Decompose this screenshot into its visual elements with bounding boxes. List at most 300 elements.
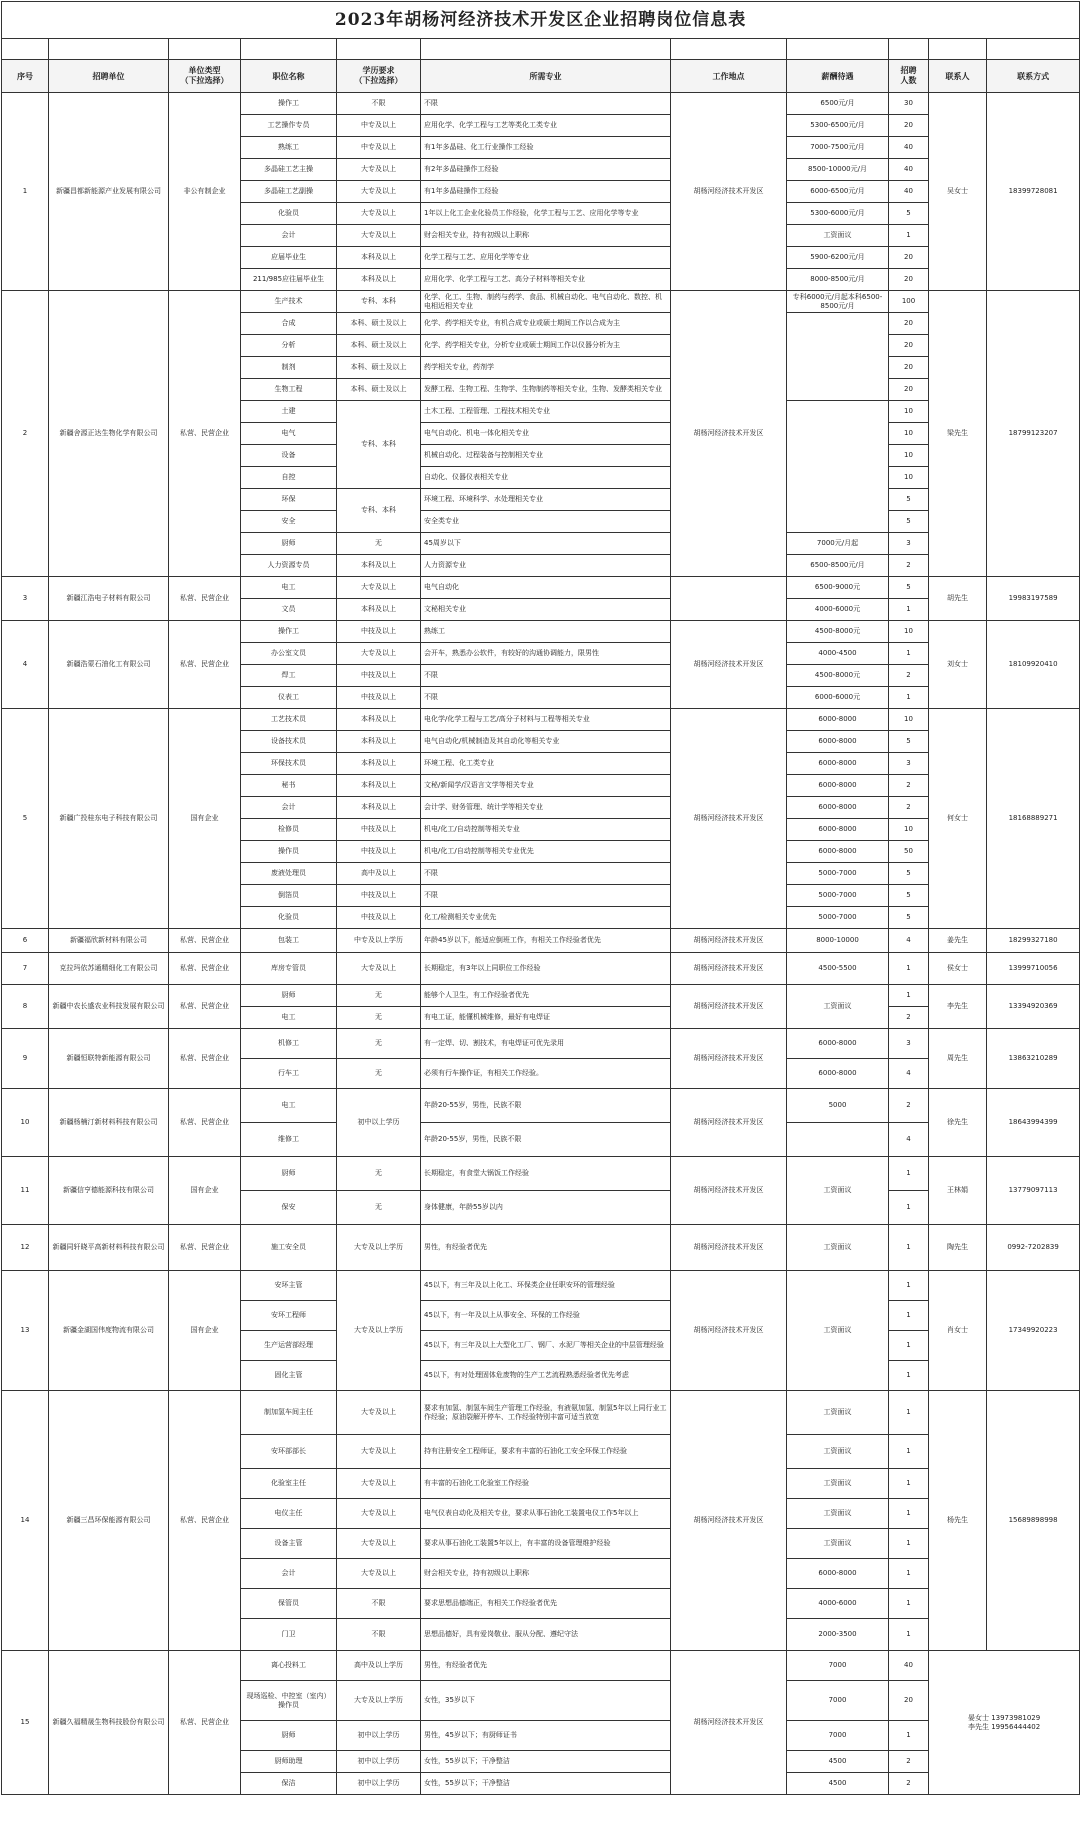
company-seq: 12 [2,1225,49,1271]
required-major: 环境工程、化工类专业 [421,753,671,775]
hire-count: 2 [889,555,929,577]
work-location [671,577,787,621]
table-row [2,1225,1080,1271]
hire-count: 1 [889,1301,929,1331]
contact-person: 侯女士 [929,953,987,985]
education-requirement: 大专及以上 [337,225,421,247]
education-requirement: 大专及以上 [337,1469,421,1499]
hire-count: 3 [889,533,929,555]
required-major: 机电/化工/自动控制等相关专业优先 [421,841,671,863]
work-location: 胡杨河经济技术开发区 [671,953,787,985]
position-name: 厨师 [241,1157,337,1191]
contact-person: 梁先生 [929,291,987,577]
required-major: 不限 [421,885,671,907]
education-requirement: 中技及以上 [337,907,421,929]
company-name: 新疆三昌环保能源有限公司 [49,1391,169,1651]
recruitment-sheet [1,1,1079,1843]
company-type: 私营、民营企业 [169,929,241,953]
hire-count: 1 [889,1499,929,1529]
position-name: 固化主管 [241,1361,337,1391]
education-requirement: 中技及以上 [337,687,421,709]
table-row [2,93,1080,115]
position-name: 维修工 [241,1123,337,1157]
company-name: 新疆昌都新能源产业发展有限公司 [49,93,169,291]
education-requirement: 中专及以上学历 [337,929,421,953]
education-requirement: 初中以上学历 [337,1721,421,1751]
table-row [2,953,1080,985]
required-major: 机械自动化、过程装备与控制相关专业 [421,445,671,467]
position-name: 操作工 [241,621,337,643]
header-row [2,60,1080,93]
salary: 专科6000元/月起本科6500-8500元/月 [787,291,889,313]
hire-count: 4 [889,1123,929,1157]
table-row [2,985,1080,1007]
hire-count: 1 [889,953,929,985]
salary: 工资面议 [787,1469,889,1499]
hire-count: 40 [889,159,929,181]
education-requirement: 本科、硕士及以上 [337,357,421,379]
education-requirement: 本科及以上 [337,731,421,753]
work-location: 胡杨河经济技术开发区 [671,1029,787,1089]
required-major: 思想品德好，具有爱岗敬业、服从分配、遵纪守法 [421,1619,671,1651]
hire-count: 20 [889,335,929,357]
company-seq: 8 [2,985,49,1029]
salary: 5900-6200元/月 [787,247,889,269]
education-requirement: 初中以上学历 [337,1751,421,1773]
contact-person: 胡先生 [929,577,987,621]
education-requirement: 大专及以上 [337,203,421,225]
required-major: 化学、药学相关专业，有机合成专业或硕士期间工作以合成为主 [421,313,671,335]
position-name: 化验室主任 [241,1469,337,1499]
salary: 7000元/月起 [787,533,889,555]
position-name: 文员 [241,599,337,621]
education-requirement: 本科及以上 [337,775,421,797]
salary: 5300-6000元/月 [787,203,889,225]
company-type: 私营、民营企业 [169,577,241,621]
salary: 4000-6000元 [787,599,889,621]
company-seq: 10 [2,1089,49,1157]
required-major: 有电工证，能懂机械维修，最好有电焊证 [421,1007,671,1029]
education-requirement: 无 [337,985,421,1007]
position-name: 211/985应往届毕业生 [241,269,337,291]
position-name: 化验员 [241,907,337,929]
required-major: 应用化学、化学工程与工艺等类化工类专业 [421,115,671,137]
company-seq: 14 [2,1391,49,1651]
salary: 5300-6500元/月 [787,115,889,137]
salary: 6000-8000 [787,1029,889,1059]
hire-count: 2 [889,1751,929,1773]
salary: 4000-4500 [787,643,889,665]
required-major: 不限 [421,863,671,885]
table-row [2,1271,1080,1301]
hire-count: 1 [889,1469,929,1499]
contact-person: 王林娟 [929,1157,987,1225]
required-major: 必须有行车操作证，有相关工作经验。 [421,1059,671,1089]
position-name: 库房专管员 [241,953,337,985]
company-name: 新疆同轩晓平高新材料科技有限公司 [49,1225,169,1271]
required-major: 有丰富的石油化工化验室工作经验 [421,1469,671,1499]
hire-count: 3 [889,1029,929,1059]
hire-count: 10 [889,819,929,841]
position-name: 会计 [241,225,337,247]
education-requirement: 大专及以上学历 [337,1225,421,1271]
hire-count: 30 [889,93,929,115]
salary: 7000 [787,1681,889,1721]
contact-phone: 18643994399 [987,1089,1080,1157]
hire-count: 1 [889,1589,929,1619]
recruitment-table [1,1,1080,1795]
contact-phone: 13863210289 [987,1029,1080,1089]
hire-count: 20 [889,357,929,379]
position-name: 安全 [241,511,337,533]
required-major: 环境工程、环境科学、水处理相关专业 [421,489,671,511]
education-requirement: 无 [337,1007,421,1029]
hire-count: 1 [889,643,929,665]
salary: 2000-3500 [787,1619,889,1651]
contact-phone: 0992-7202839 [987,1225,1080,1271]
education-requirement: 中技及以上 [337,621,421,643]
company-type: 私营、民营企业 [169,953,241,985]
salary: 6000-8000 [787,819,889,841]
required-major: 45以下，有对处理固体危废物的生产工艺流程熟悉经验者优先考虑 [421,1361,671,1391]
contact-person: 肖女士 [929,1271,987,1391]
hire-count: 10 [889,401,929,423]
position-name: 办公室文员 [241,643,337,665]
salary: 4500-8000元 [787,621,889,643]
hire-count: 20 [889,313,929,335]
hire-count: 2 [889,1773,929,1795]
position-name: 会计 [241,797,337,819]
company-type: 非公有制企业 [169,93,241,291]
header-seq: 序号 [2,60,49,93]
company-type: 国有企业 [169,1271,241,1391]
salary: 5000 [787,1089,889,1123]
position-name: 生物工程 [241,379,337,401]
education-requirement: 大专及以上 [337,643,421,665]
education-requirement: 本科及以上 [337,555,421,577]
required-major: 有1年多晶硅操作工经验 [421,181,671,203]
salary: 4500 [787,1751,889,1773]
contact-phone: 18799123207 [987,291,1080,577]
education-requirement: 大专及以上 [337,1499,421,1529]
required-major: 电化学/化学工程与工艺/高分子材料与工程等相关专业 [421,709,671,731]
position-name: 电工 [241,1007,337,1029]
required-major: 持有注册安全工程师证，要求有丰富的石油化工安全环保工作经验 [421,1435,671,1469]
required-major: 有2年多晶硅操作工经验 [421,159,671,181]
company-type: 私营、民营企业 [169,291,241,577]
table-row [2,577,1080,599]
education-requirement: 高中及以上学历 [337,1651,421,1681]
salary: 6000-8000 [787,797,889,819]
salary: 工资面议 [787,1391,889,1435]
company-type: 私营、民营企业 [169,985,241,1029]
contact-person: 徐先生 [929,1089,987,1157]
position-name: 行车工 [241,1059,337,1089]
required-major: 男性，有经验者优先 [421,1225,671,1271]
position-name: 分析 [241,335,337,357]
position-name: 设备 [241,445,337,467]
header-unit-type: 单位类型 （下拉选择） [169,60,241,93]
required-major: 长期稳定，有食堂大锅饭工作经验 [421,1157,671,1191]
hire-count: 2 [889,665,929,687]
hire-count: 1 [889,225,929,247]
table-row [2,929,1080,953]
contact-person: 刘女士 [929,621,987,709]
contact-phone: 13779097113 [987,1157,1080,1225]
education-requirement: 中专及以上 [337,137,421,159]
education-requirement: 大专及以上 [337,1435,421,1469]
work-location: 胡杨河经济技术开发区 [671,929,787,953]
required-major: 要求从事石油化工装置5年以上，有丰富的设备管理维护经验 [421,1529,671,1559]
table-row [2,1391,1080,1435]
contact-phone: 18168889271 [987,709,1080,929]
salary: 6000-8000 [787,1559,889,1589]
required-major: 要求有加氢、制氢车间生产管理工作经验，有液氨加氢、制氢5年以上同行业工作经验；原油裂解开停车、工作经验特别丰富可适当放宽 [421,1391,671,1435]
table-row [2,621,1080,643]
salary: 6000-8000 [787,775,889,797]
hire-count: 5 [889,511,929,533]
required-major: 不限 [421,93,671,115]
education-requirement: 本科、硕士及以上 [337,313,421,335]
hire-count: 1 [889,1721,929,1751]
hire-count: 1 [889,599,929,621]
salary: 4500-8000元 [787,665,889,687]
education-requirement: 本科、硕士及以上 [337,379,421,401]
position-name: 检修员 [241,819,337,841]
table-row [2,291,1080,313]
hire-count: 20 [889,115,929,137]
education-requirement: 无 [337,533,421,555]
position-name: 电气 [241,423,337,445]
salary: 6000-8000 [787,1059,889,1089]
position-name: 门卫 [241,1619,337,1651]
salary: 8000-10000 [787,929,889,953]
position-name: 生产技术 [241,291,337,313]
company-seq: 13 [2,1271,49,1391]
company-seq: 1 [2,93,49,291]
company-name: 新疆杨楠汀新材料科技有限公司 [49,1089,169,1157]
position-name: 倒箔员 [241,885,337,907]
education-requirement: 无 [337,1157,421,1191]
contact-person: 周先生 [929,1029,987,1089]
contact-phone: 18299327180 [987,929,1080,953]
company-name: 克拉玛依苏通精细化工有限公司 [49,953,169,985]
contact-person: 晏女士 13973981029 李先生 19956444402 [929,1651,1080,1795]
education-requirement: 大专及以上 [337,953,421,985]
table-row [2,1029,1080,1059]
education-requirement: 专科、本科 [337,291,421,313]
salary: 6000-8000 [787,709,889,731]
hire-count: 3 [889,753,929,775]
required-major: 女性，35岁以下 [421,1681,671,1721]
hire-count: 40 [889,1651,929,1681]
hire-count: 5 [889,203,929,225]
work-location: 胡杨河经济技术开发区 [671,985,787,1029]
hire-count: 50 [889,841,929,863]
hire-count: 40 [889,137,929,159]
position-name: 施工安全员 [241,1225,337,1271]
hire-count: 1 [889,1619,929,1651]
required-major: 机电/化工/自动控制等相关专业 [421,819,671,841]
blank-row [2,39,1080,60]
education-requirement: 大专及以上 [337,181,421,203]
education-requirement: 大专及以上 [337,159,421,181]
salary: 8500-10000元/月 [787,159,889,181]
company-name: 新疆信亨德能源科技有限公司 [49,1157,169,1225]
salary: 5000-7000 [787,885,889,907]
education-requirement: 初中以上学历 [337,1089,421,1157]
salary: 工资面议 [787,985,889,1029]
page-title: 2023年胡杨河经济技术开发区企业招聘岗位信息表 [2,2,1080,39]
education-requirement: 本科、硕士及以上 [337,335,421,357]
work-location: 胡杨河经济技术开发区 [671,1225,787,1271]
table-row [2,1157,1080,1191]
required-major: 不限 [421,687,671,709]
salary: 工资面议 [787,1435,889,1469]
hire-count: 1 [889,1225,929,1271]
required-major: 女性，55岁以下；干净整洁 [421,1773,671,1795]
position-name: 制剂 [241,357,337,379]
work-location: 胡杨河经济技术开发区 [671,1391,787,1651]
required-major: 财会相关专业，持有初级以上职称 [421,225,671,247]
required-major: 45以下，有三年及以上化工、环保类企业任职安环的管理经验 [421,1271,671,1301]
position-name: 现场巡检、中控室（室内）操作员 [241,1681,337,1721]
work-location: 胡杨河经济技术开发区 [671,291,787,577]
position-name: 仪表工 [241,687,337,709]
salary: 6500元/月 [787,93,889,115]
company-name: 新疆福欣新材料有限公司 [49,929,169,953]
hire-count: 1 [889,1361,929,1391]
salary [787,313,889,401]
hire-count: 4 [889,929,929,953]
required-major: 身体健康，年龄55岁以内 [421,1191,671,1225]
hire-count: 20 [889,379,929,401]
education-requirement: 大专及以上 [337,1529,421,1559]
required-major: 能够个人卫生，有工作经验者优先 [421,985,671,1007]
required-major: 自动化、仪器仪表相关专业 [421,467,671,489]
hire-count: 2 [889,775,929,797]
education-requirement: 无 [337,1029,421,1059]
contact-person: 陶先生 [929,1225,987,1271]
salary [787,1123,889,1157]
company-name: 新疆浩蒙石油化工有限公司 [49,621,169,709]
salary: 工资面议 [787,1271,889,1391]
hire-count: 100 [889,291,929,313]
hire-count: 2 [889,797,929,819]
education-requirement: 高中及以上 [337,863,421,885]
position-name: 保安 [241,1191,337,1225]
required-major: 药学相关专业，药剂学 [421,357,671,379]
contact-phone: 18109920410 [987,621,1080,709]
required-major: 男性，45岁以下；有厨师证书 [421,1721,671,1751]
position-name: 焊工 [241,665,337,687]
required-major: 发酵工程、生物工程、生物学、生物制药等相关专业，生物、发酵类相关专业 [421,379,671,401]
header-count: 招聘 人数 [889,60,929,93]
company-seq: 7 [2,953,49,985]
hire-count: 10 [889,709,929,731]
hire-count: 5 [889,577,929,599]
education-requirement: 中技及以上 [337,819,421,841]
education-requirement: 大专及以上 [337,577,421,599]
required-major: 文秘/新闻学/汉语言文学等相关专业 [421,775,671,797]
work-location: 胡杨河经济技术开发区 [671,93,787,291]
position-name: 工艺操作专员 [241,115,337,137]
required-major: 熟练工 [421,621,671,643]
salary [787,401,889,533]
company-type: 私营、民营企业 [169,1029,241,1089]
work-location: 胡杨河经济技术开发区 [671,621,787,709]
hire-count: 2 [889,1089,929,1123]
required-major: 电气自动化/机械制造及其自动化等相关专业 [421,731,671,753]
education-requirement: 本科及以上 [337,753,421,775]
required-major: 年龄20-55岁，男性，民族不限 [421,1123,671,1157]
hire-count: 20 [889,1681,929,1721]
company-name: 新疆金湖国伟度物流有限公司 [49,1271,169,1391]
hire-count: 2 [889,1007,929,1029]
position-name: 厨师 [241,985,337,1007]
company-type: 国有企业 [169,1157,241,1225]
company-name: 新疆广投桂东电子科技有限公司 [49,709,169,929]
education-requirement: 无 [337,1059,421,1089]
position-name: 熟练工 [241,137,337,159]
header-position: 职位名称 [241,60,337,93]
hire-count: 10 [889,621,929,643]
position-name: 工艺技术员 [241,709,337,731]
required-major: 45以下，有三年及以上大型化工厂、钢厂、水泥厂等相关企业的中层管理经验 [421,1331,671,1361]
required-major: 安全类专业 [421,511,671,533]
table-row [2,709,1080,731]
required-major: 要求思想品德端正，有相关工作经验者优先 [421,1589,671,1619]
salary: 5000-7000 [787,863,889,885]
contact-phone: 18399728081 [987,93,1080,291]
contact-person: 杨先生 [929,1391,987,1651]
education-requirement: 大专及以上 [337,1559,421,1589]
salary: 7000-7500元/月 [787,137,889,159]
position-name: 厨师 [241,533,337,555]
hire-count: 10 [889,467,929,489]
required-major: 有一定焊、切、割技术，有电焊证可优先录用 [421,1029,671,1059]
hire-count: 10 [889,445,929,467]
education-requirement: 专科、本科 [337,489,421,533]
position-name: 机修工 [241,1029,337,1059]
required-major: 45周岁以下 [421,533,671,555]
company-type: 国有企业 [169,709,241,929]
contact-phone: 17349920223 [987,1271,1080,1391]
position-name: 离心投料工 [241,1651,337,1681]
hire-count: 1 [889,985,929,1007]
required-major: 有1年多晶硅、化工行业操作工经验 [421,137,671,159]
position-name: 操作员 [241,841,337,863]
hire-count: 5 [889,885,929,907]
salary: 7000 [787,1651,889,1681]
hire-count: 20 [889,269,929,291]
contact-phone: 13999710056 [987,953,1080,985]
required-major: 男性，有经验者优先 [421,1651,671,1681]
company-seq: 9 [2,1029,49,1089]
position-name: 制加氢车间主任 [241,1391,337,1435]
position-name: 生产运营部经理 [241,1331,337,1361]
hire-count: 10 [889,423,929,445]
required-major: 电气自动化 [421,577,671,599]
header-phone: 联系方式 [987,60,1080,93]
contact-phone: 19983197589 [987,577,1080,621]
header-contact: 联系人 [929,60,987,93]
hire-count: 1 [889,1435,929,1469]
required-major: 45以下，有一年及以上从事安全、环保的工作经验 [421,1301,671,1331]
company-type: 私营、民营企业 [169,1225,241,1271]
salary: 工资面议 [787,1529,889,1559]
required-major: 化学工程与工艺、应用化学等专业 [421,247,671,269]
